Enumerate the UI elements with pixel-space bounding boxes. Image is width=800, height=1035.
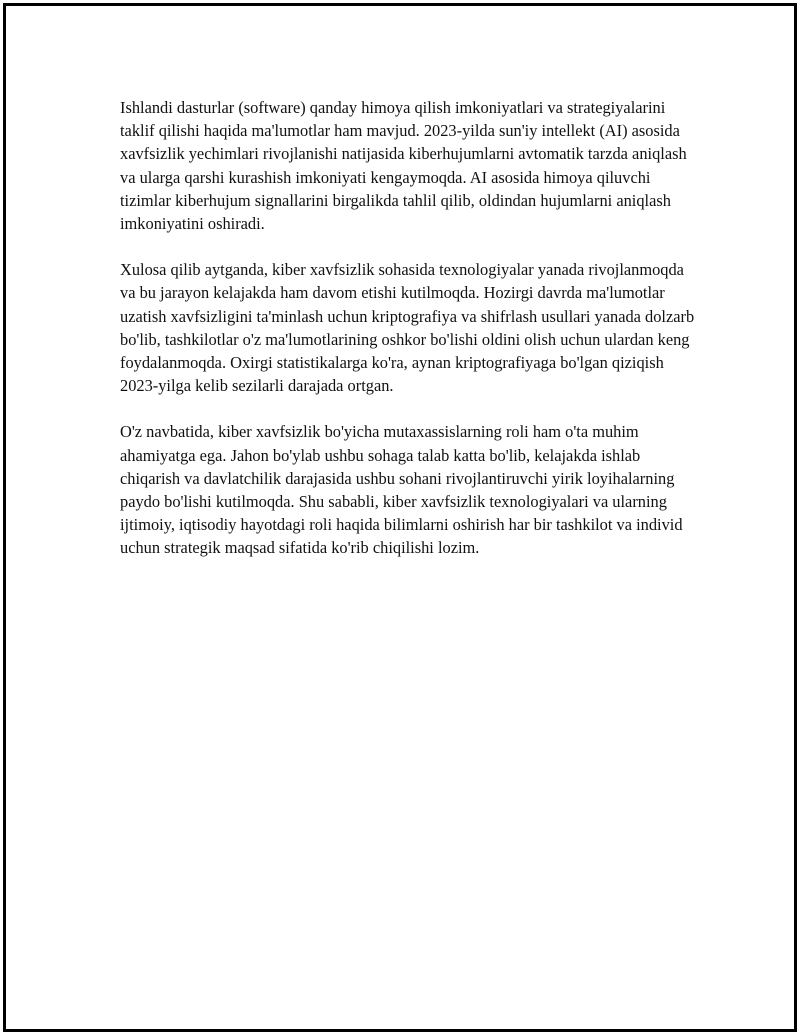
paragraph-2: Xulosa qilib aytganda, kiber xavfsizlik sohasida texnologiyalar yanada rivojlanmoqda va bu jarayon kelajakda ham davom etishi kutilmoqda. Hozirgi davrda ma'lumotlar uzatish xavfsizligini ta'minlash uchun kriptografiya va shifrlash usullari yanada dolzarb bo'lib, tashkilotlar o'z ma'lumotlarining oshkor bo'lishi oldini olish uchun ulardan keng foydalanmoqda. Oxirgi statistikalarga ko'ra, aynan kriptografiyaga bo'lgan qiziqish 2023-yilga kelib sezilarli darajada ortgan. (120, 260, 695, 396)
paragraph-1: Ishlandi dasturlar (software) qanday himoya qilish imkoniyatlari va strategiyalarini taklif qilishi haqida ma'lumotlar ham mavjud. 2023-yilda sun'iy intellekt (AI) asosida xavfsizlik yechimlari rivojlanishi natijasida kiberhujumlarni avtomatik tarzda aniqlash va ularga qarshi kurashish imkoniyati kengaymoqda. AI asosida himoya qiluvchi tizimlar kiberhujum signallarini birgalikda tahlil qilib, oldindan hujumlarni aniqlash imkoniyatini oshiradi. (120, 98, 687, 234)
document-body (120, 96, 695, 583)
paragraph-3: O'z navbatida, kiber xavfsizlik bo'yicha mutaxassislarning roli ham o'ta muhim ahamiyatga ega. Jahon bo'ylab ushbu sohaga talab katta bo'lib, kelajakda ishlab chiqarish va davlatchilik darajasida ushbu sohani rivojlantiruvchi yirik loyihalarning paydo bo'lishi kutilmoqda. Shu sababli, kiber xavfsizlik texnologiyalari va ularning ijtimoiy, iqtisodiy hayotdagi roli haqida bilimlarni oshirish har bir tashkilot va individ uchun strategik maqsad sifatida ko'rib chiqilishi lozim. (120, 422, 683, 558)
document-page (3, 3, 797, 1032)
